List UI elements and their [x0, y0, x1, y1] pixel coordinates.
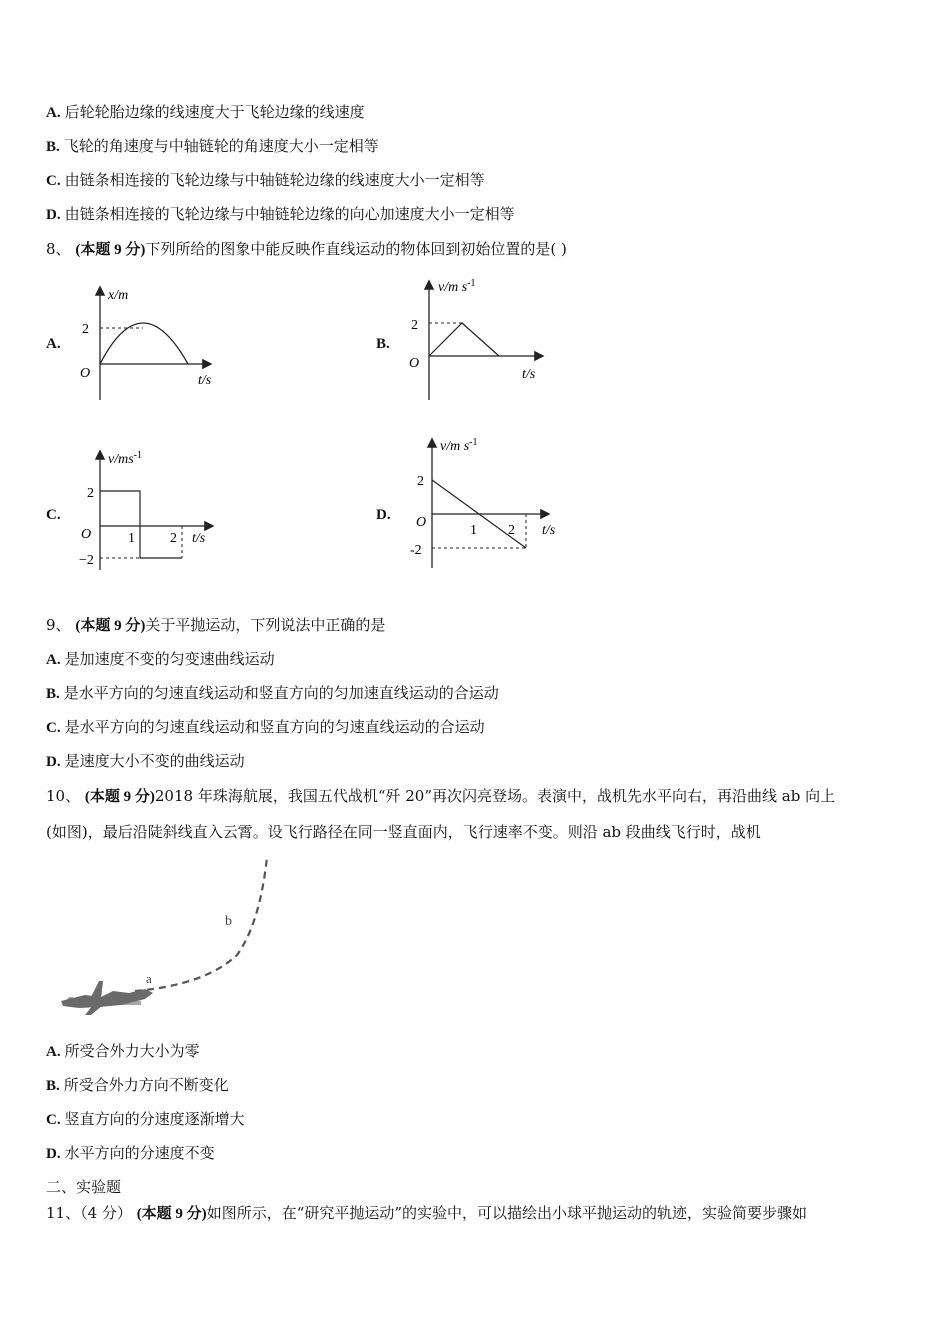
- option-letter: B.: [46, 139, 60, 155]
- q10-option-a: [46, 1041, 200, 1062]
- option-text: 是速度大小不变的曲线运动: [64, 752, 245, 770]
- graph-d: [400, 436, 580, 571]
- graph-b-label: B.: [376, 336, 390, 352]
- point-b-label: b: [225, 914, 232, 929]
- question-text: 关于平抛运动，下列说法中正确的是: [145, 616, 386, 634]
- option-letter: D.: [46, 207, 61, 223]
- y-label: v/m $s^{-1}$: [438, 278, 476, 295]
- trajectory-dashed-curve: [135, 857, 267, 991]
- option-letter: A.: [46, 1044, 61, 1060]
- question-text: 下列所给的图象中能反映作直线运动的物体回到初始位置的是( ): [145, 240, 567, 258]
- x-label: t/s: [192, 531, 206, 546]
- x-label: t/s: [198, 373, 212, 388]
- q9-stem: [46, 615, 385, 636]
- section-title: 二、实验题: [46, 1178, 122, 1196]
- option-letter: A.: [46, 105, 61, 121]
- q10-stem-line2: [46, 822, 761, 842]
- origin-label: O: [81, 527, 92, 542]
- q9-option-b: [46, 683, 499, 704]
- option-text: 飞轮的角速度与中轴链轮的角速度大小一定相等: [63, 137, 379, 155]
- x-label: t/s: [522, 367, 536, 382]
- graph-c: [70, 446, 230, 576]
- q11-stem: [46, 1203, 807, 1224]
- q10-option-d: [46, 1143, 215, 1164]
- origin-label: O: [416, 515, 427, 530]
- q9-option-a: [46, 649, 275, 670]
- option-text: 是水平方向的匀速直线运动和竖直方向的匀速直线运动的合运动: [64, 718, 485, 736]
- y-label: x/m: [108, 288, 129, 303]
- y-tick-2: 2: [411, 318, 418, 333]
- q8-stem: [46, 239, 567, 260]
- q7-option-d: [46, 204, 515, 225]
- jet-trajectory-figure: [55, 855, 285, 1020]
- option-text: 由链条相连接的飞轮边缘与中轴链轮边缘的线速度大小一定相等: [64, 171, 485, 189]
- q9-option-c: [46, 717, 485, 738]
- question-text: (如图)，最后沿陡斜线直入云霄。设飞行路径在同一竖直面内，飞行速率不变。则沿 ab 段曲线飞行时，战机: [46, 823, 761, 841]
- question-score: (本题 9 分): [75, 242, 146, 258]
- y-tick-neg-2: −2: [79, 553, 94, 568]
- question-number: 10、: [46, 787, 81, 805]
- v-t-upper-segment: [100, 491, 140, 526]
- y-tick-neg-2: -2: [410, 543, 422, 558]
- question-text: 如图所示，在“研究平抛运动”的实验中，可以描绘出小球平抛运动的轨迹，实验简要步骤如: [206, 1204, 808, 1222]
- q7-option-c: [46, 170, 485, 191]
- option-letter: A.: [46, 652, 61, 668]
- option-letter: B.: [46, 686, 60, 702]
- y-label: v/m $s^{-1}$: [440, 437, 478, 454]
- graph-a: [70, 282, 230, 407]
- option-letter: B.: [46, 1078, 60, 1094]
- origin-label: O: [409, 356, 420, 371]
- x-tick-2: 2: [170, 531, 177, 546]
- q7-option-b: [46, 136, 379, 157]
- question-number: 11、: [46, 1204, 81, 1222]
- graph-c-label: C.: [46, 507, 61, 523]
- v-t-triangle: [429, 323, 499, 356]
- option-text: 是水平方向的匀速直线运动和竖直方向的匀加速直线运动的合运动: [63, 684, 499, 702]
- q10-option-c: [46, 1109, 245, 1130]
- x-t-curve: [100, 323, 188, 364]
- question-text: 2018 年珠海航展，我国五代战机“歼 20”再次闪亮登场。表演中，战机先水平向右，再沿曲线 ab 向上: [154, 787, 836, 805]
- option-text: 后轮轮胎边缘的线速度大于飞轮边缘的线速度: [64, 103, 365, 121]
- x-tick-1: 1: [470, 523, 477, 538]
- option-text: 所受合外力大小为零: [64, 1042, 200, 1060]
- option-text: 所受合外力方向不断变化: [63, 1076, 229, 1094]
- q10-stem-line1: [46, 786, 835, 807]
- question-score: (本题 9 分): [136, 1206, 207, 1222]
- option-text: 水平方向的分速度不变: [64, 1144, 215, 1162]
- q10-option-b: [46, 1075, 229, 1096]
- x-tick-2: 2: [508, 523, 515, 538]
- question-number: 8、: [46, 240, 71, 258]
- jet-silhouette-icon: [61, 981, 153, 1015]
- option-text: 竖直方向的分速度逐渐增大: [64, 1110, 245, 1128]
- x-tick-1: 1: [128, 531, 135, 546]
- q7-option-a: [46, 102, 365, 123]
- option-text: 是加速度不变的匀变速曲线运动: [64, 650, 275, 668]
- y-tick-2: 2: [417, 474, 424, 489]
- option-text: 由链条相连接的飞轮边缘与中轴链轮边缘的向心加速度大小一定相等: [64, 205, 515, 223]
- point-a-label: a: [146, 971, 152, 986]
- y-tick-2: 2: [82, 322, 89, 337]
- question-score: (本题 9 分): [84, 789, 155, 805]
- q9-option-d: [46, 751, 245, 772]
- option-letter: D.: [46, 754, 61, 770]
- y-label: $v/ms^{-1}$: [108, 450, 143, 467]
- graph-a-label: A.: [46, 336, 61, 352]
- option-letter: C.: [46, 720, 61, 736]
- question-number: 9、: [46, 616, 71, 634]
- option-letter: C.: [46, 173, 61, 189]
- graph-b: [400, 276, 560, 406]
- graph-d-label: D.: [376, 507, 391, 523]
- option-letter: C.: [46, 1112, 61, 1128]
- x-label: t/s: [542, 523, 556, 538]
- question-points: （4 分）: [80, 1204, 132, 1222]
- y-tick-2: 2: [87, 486, 94, 501]
- question-score: (本题 9 分): [75, 618, 146, 634]
- origin-label: O: [80, 366, 91, 381]
- option-letter: D.: [46, 1146, 61, 1162]
